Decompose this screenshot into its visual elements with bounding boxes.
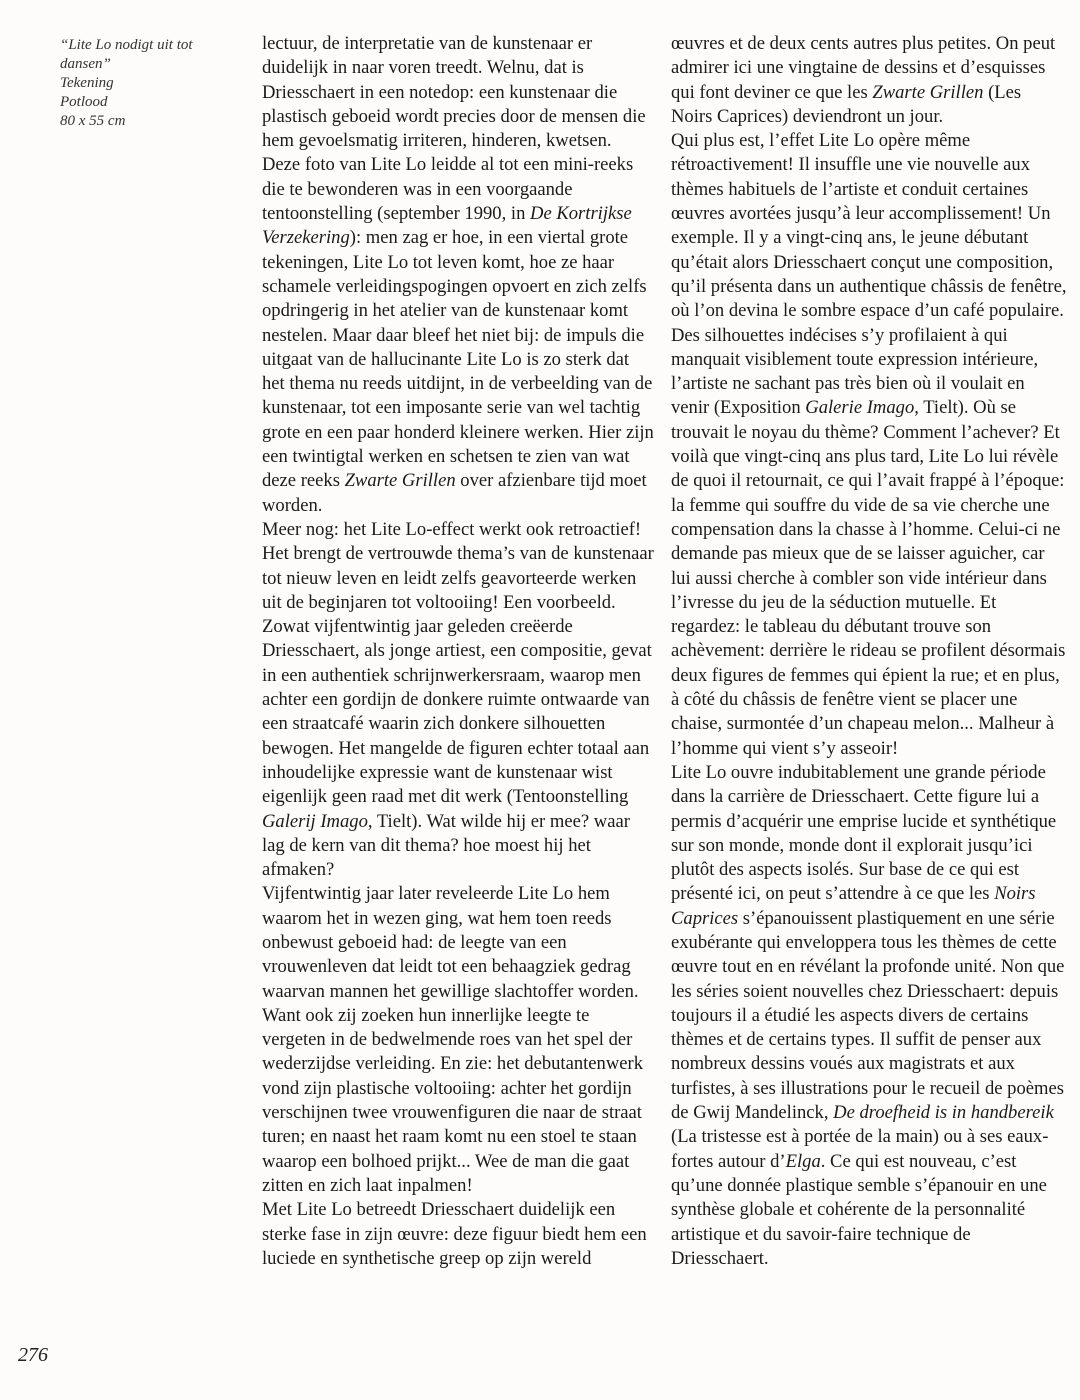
- french-paragraph-3: Lite Lo ouvre indubitablement une grande période dans la carrière de Driesschaert. Cette figure lui a permis d’acquérir une emprise lucide et synthétique sur son monde, monde dont il explorait jusqu’ici plutôt des aspects isolés. Sur base de ce qui est présenté ici, on peut s’attendre à ce que les Noirs Caprices s’épanouissent plastiquement en une série exubérante qui enveloppera tous les thèmes de cette œuvre tout en en révélant la profonde unité. Non que les séries soient nouvelles chez Driesschaert: depuis toujours il a étudié les aspects divers de certains thèmes et de certains types. Il suffit de penser aux nombreux dessins voués aux magistrats et aux turfistes, à ses illustrations pour le recueil de poèmes de Gwij Mandelinck, De droefheid is in handbereik (La tristesse est à portée de la main) ou à ses eaux-fortes autour d’Elga. Ce qui est nouveau, c’est qu’une donnée plastique semble s’épanouir en une synthèse globale et cohérente de la personnalité artistique et du savoir-faire technique de Driesschaert.: [671, 761, 1065, 1269]
- exhibition-title: De Kortrijkse Verzekering: [262, 203, 632, 249]
- series-title: Zwarte Grillen: [344, 470, 456, 492]
- caption-dimensions: 80 x 55 cm: [60, 113, 126, 129]
- french-text-column: [671, 32, 1067, 1271]
- caption-medium: Potlood: [60, 94, 108, 110]
- series-title: Zwarte Grillen: [872, 81, 984, 103]
- page-number: 276: [18, 1344, 48, 1366]
- series-title-fr: Noirs Caprices: [671, 883, 1036, 929]
- dutch-paragraph-1: lectuur, de interpretatie van de kunstenaar er duidelijk in naar voren treedt. Welnu, dat is Driesschaert in een notedop: een kunstenaar die plastisch geboeid wordt precies door de mensen die hem gevoelsmatig irriteren, hinderen, kwetsen.: [262, 33, 646, 152]
- etchings-title: Elga: [785, 1150, 821, 1172]
- dutch-paragraph-5: Met Lite Lo betreedt Driesschaert duidelijk een sterke fase in zijn œuvre: deze figuur biedt hem een luciede en synthetische greep op zijn wereld: [262, 1199, 647, 1269]
- caption-title-line-2: dansen”: [60, 56, 111, 72]
- gallery-title: Galerie Imago: [805, 397, 915, 419]
- caption-title-line-1: “Lite Lo nodigt uit tot: [60, 37, 193, 53]
- artwork-caption: [60, 36, 240, 131]
- gallery-title: Galerij Imago: [262, 810, 368, 832]
- caption-medium-type: Tekening: [60, 75, 114, 91]
- french-paragraph-2: Qui plus est, l’effet Lite Lo opère même rétroactivement! Il insuffle une vie nouvelle aux thèmes habituels de l’artiste et conduit certaines œuvres avortées jusqu’à leur accomplissement! Un exemple. Il y a vingt-cinq ans, le jeune débutant qu’était alors Driesschaert conçut une composition, qu’il présenta dans un authentique châssis de fenêtre, où l’on devina le sombre espace d’un café populaire. Des silhouettes indécises s’y profilaient à qui manquait visiblement toute expression intérieure, l’artiste ne sachant pas très bien où il voulait en venir (Exposition Galerie Imago, Tielt). Où se trouvait le noyau du thème? Comment l’achever? Et voilà que vingt-cinq ans plus tard, Lite Lo lui révèle de quoi il retournait, ce qui l’avait frappé à l’époque: la femme qui souffre du vide de sa vie cherche une compensation dans la chasse à l’homme. Celui-ci ne demande pas mieux que de se laisser aguicher, car lui aussi cherche à combler son vide intérieur dans l’ivresse du jeu de la séduction mutuelle. Et regardez: le tableau du débutant trouve son achèvement: derrière le rideau se profilent désormais deux figures de femmes qui épient la rue; et en plus, à côté du châssis de fenêtre vient se placer une chaise, surmontée d’un chapeau melon... Malheur à l’homme qui vient s’y asseoir!: [671, 130, 1067, 759]
- dutch-text-column: [262, 32, 654, 1271]
- dutch-paragraph-2: Deze foto van Lite Lo leidde al tot een mini-reeks die te bewonderen was in een voorgaande tentoonstelling (september 1990, in De Kortrijkse Verzekering): men zag er hoe, in een viertal grote tekeningen, Lite Lo tot leven komt, hoe ze haar schamele verleidingspogingen opvoert en zich zelfs opdringerig in het atelier van de kunstenaar komt nestelen. Maar daar bleef het niet bij: de impuls die uitgaat van de hallucinante Lite Lo is zo sterk dat het thema nu reeds uitdijnt, in de verbeelding van de kunstenaar, tot een imposante serie van wel tachtig grote en een paar honderd kleinere werken. Hier zijn een twintigtal werken en schetsen te zien van wat deze reeks Zwarte Grillen over afzienbare tijd moet worden.: [262, 154, 654, 516]
- poetry-collection-title: De droefheid is in handbereik: [833, 1102, 1054, 1124]
- dutch-paragraph-3: Meer nog: het Lite Lo-effect werkt ook retroactief! Het brengt de vertrouwde thema’s van de kunstenaar tot nieuw leven en leidt zelfs geavorteerde werken uit de beginjaren tot voltooiing! Een voorbeeld. Zowat vijfentwintig jaar geleden creëerde Driesschaert, als jonge artiest, een compositie, gevat in een authentiek schrijnwerkersraam, waarop men achter een gordijn de donkere ruimte ontwaarde van een straatcafé waarin zich donkere silhouetten bewogen. Het mangelde de figuren echter totaal aan inhoudelijke expressie want de kunstenaar wist eigenlijk geen raad met dit werk (Tentoonstelling Galerij Imago, Tielt). Wat wilde hij er mee? waar lag de kern van dit thema? hoe moest hij het afmaken?: [262, 518, 654, 881]
- french-paragraph-1: œuvres et de deux cents autres plus petites. On peut admirer ici une vingtaine de dessins et d’esquisses qui font deviner ce que les Zwarte Grillen (Les Noirs Caprices) deviendront un jour.: [671, 33, 1056, 127]
- dutch-paragraph-4: Vijfentwintig jaar later reveleerde Lite Lo hem waarom het in wezen ging, wat hem toen reeds onbewust geboeid had: de leegte van een vrouwenleven dat leidt tot een behaagziek gedrag waarvan mannen het gewillige slachtoffer worden. Want ook zij zoeken hun innerlijke leegte te vergeten in de bedwelmende roes van het spel der wederzijdse verleiding. En zie: het debutantenwerk vond zijn plastische voltooiing: achter het gordijn verschijnen twee vrouwenfiguren die naar de straat turen; en naast het raam komt nu een stoel te staan waarop een bolhoed prijkt... Wee de man die gaat zitten en zich laat inpalmen!: [262, 883, 644, 1196]
